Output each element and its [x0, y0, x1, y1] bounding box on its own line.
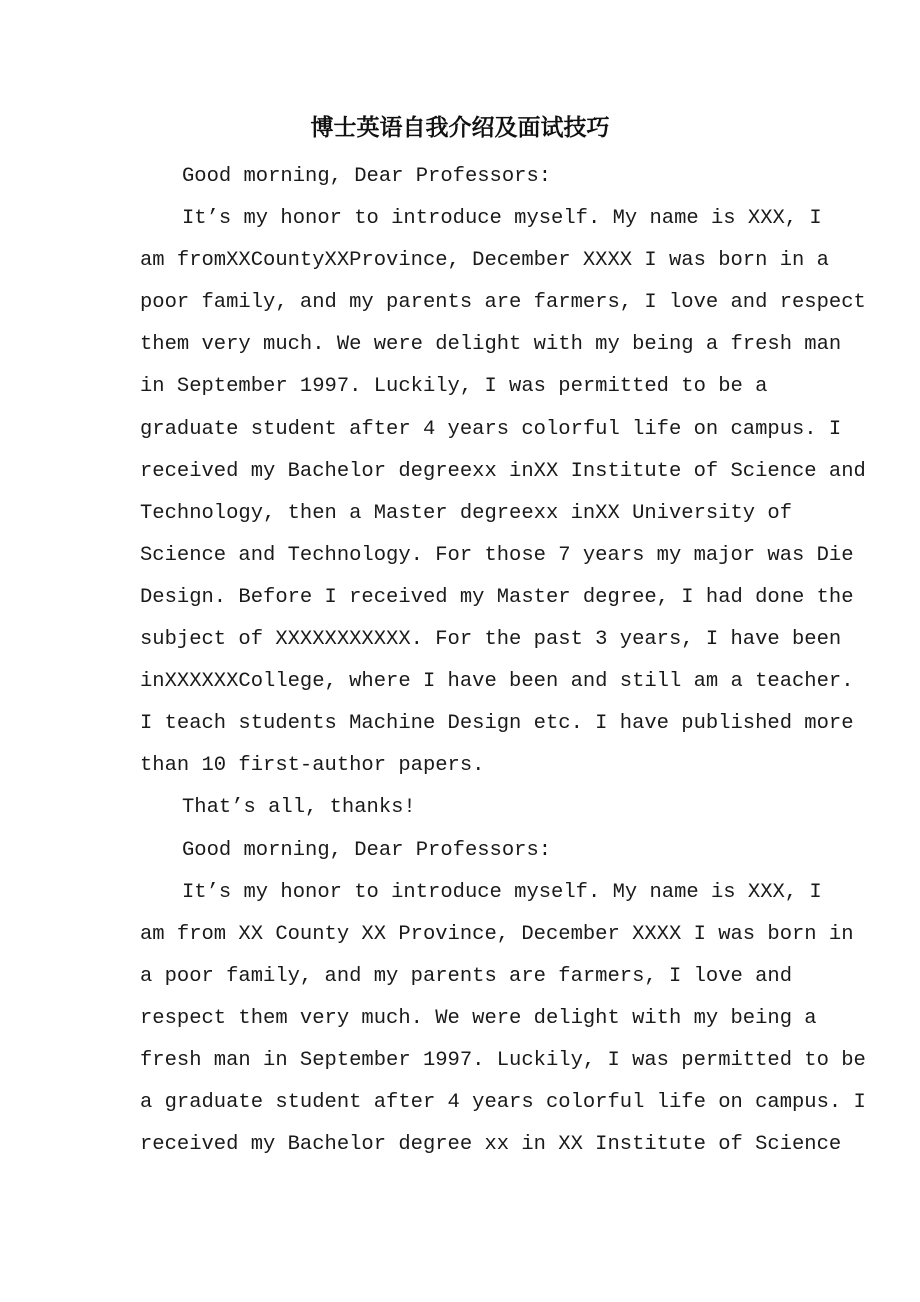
text-line: It’s my honor to introduce myself. My name is XXX, I	[182, 207, 822, 231]
text-line: Good morning, Dear Professors:	[182, 838, 552, 862]
document-title: 博士英语自我介绍及面试技巧	[310, 115, 610, 141]
text-line: them very much. We were delight with my being a fresh man	[140, 333, 842, 357]
text-line: I teach students Machine Design etc. I have published more	[140, 712, 854, 736]
document-body	[140, 156, 866, 1166]
text-line: subject of XXXXXXXXXXX. For the past 3 years, I have been	[140, 628, 842, 652]
text-line: fresh man in September 1997. Luckily, I was permitted to be	[140, 1048, 866, 1072]
text-line: It’s my honor to introduce myself. My name is XXX, I	[182, 880, 822, 904]
text-line: in September 1997. Luckily, I was permitted to be a	[140, 375, 768, 399]
text-line: received my Bachelor degreexx inXX Institute of Science and	[140, 459, 866, 483]
text-line: am fromXXCountyXXProvince, December XXXX I was born in a	[140, 249, 829, 273]
text-line: Technology, then a Master degreexx inXX University of	[140, 501, 793, 525]
text-line: Science and Technology. For those 7 years my major was Die	[140, 543, 854, 567]
text-line: graduate student after 4 years colorful life on campus. I	[140, 417, 842, 441]
text-line: inXXXXXXCollege, where I have been and still am a teacher.	[140, 670, 854, 694]
text-line: a poor family, and my parents are farmers, I love and	[140, 964, 793, 988]
text-line: poor family, and my parents are farmers, I love and respect	[140, 291, 866, 315]
text-line: Design. Before I received my Master degree, I had done the	[140, 585, 854, 609]
text-line: a graduate student after 4 years colorful life on campus. I	[140, 1091, 866, 1115]
text-line: received my Bachelor degree xx in XX Institute of Science	[140, 1133, 842, 1157]
text-line: than 10 first-author papers.	[140, 754, 485, 778]
text-line: Good morning, Dear Professors:	[182, 165, 552, 188]
text-line: respect them very much. We were delight with my being a	[140, 1006, 817, 1030]
text-line: am from XX County XX Province, December XXXX I was born in	[140, 922, 854, 946]
text-line: That’s all, thanks!	[182, 796, 416, 820]
